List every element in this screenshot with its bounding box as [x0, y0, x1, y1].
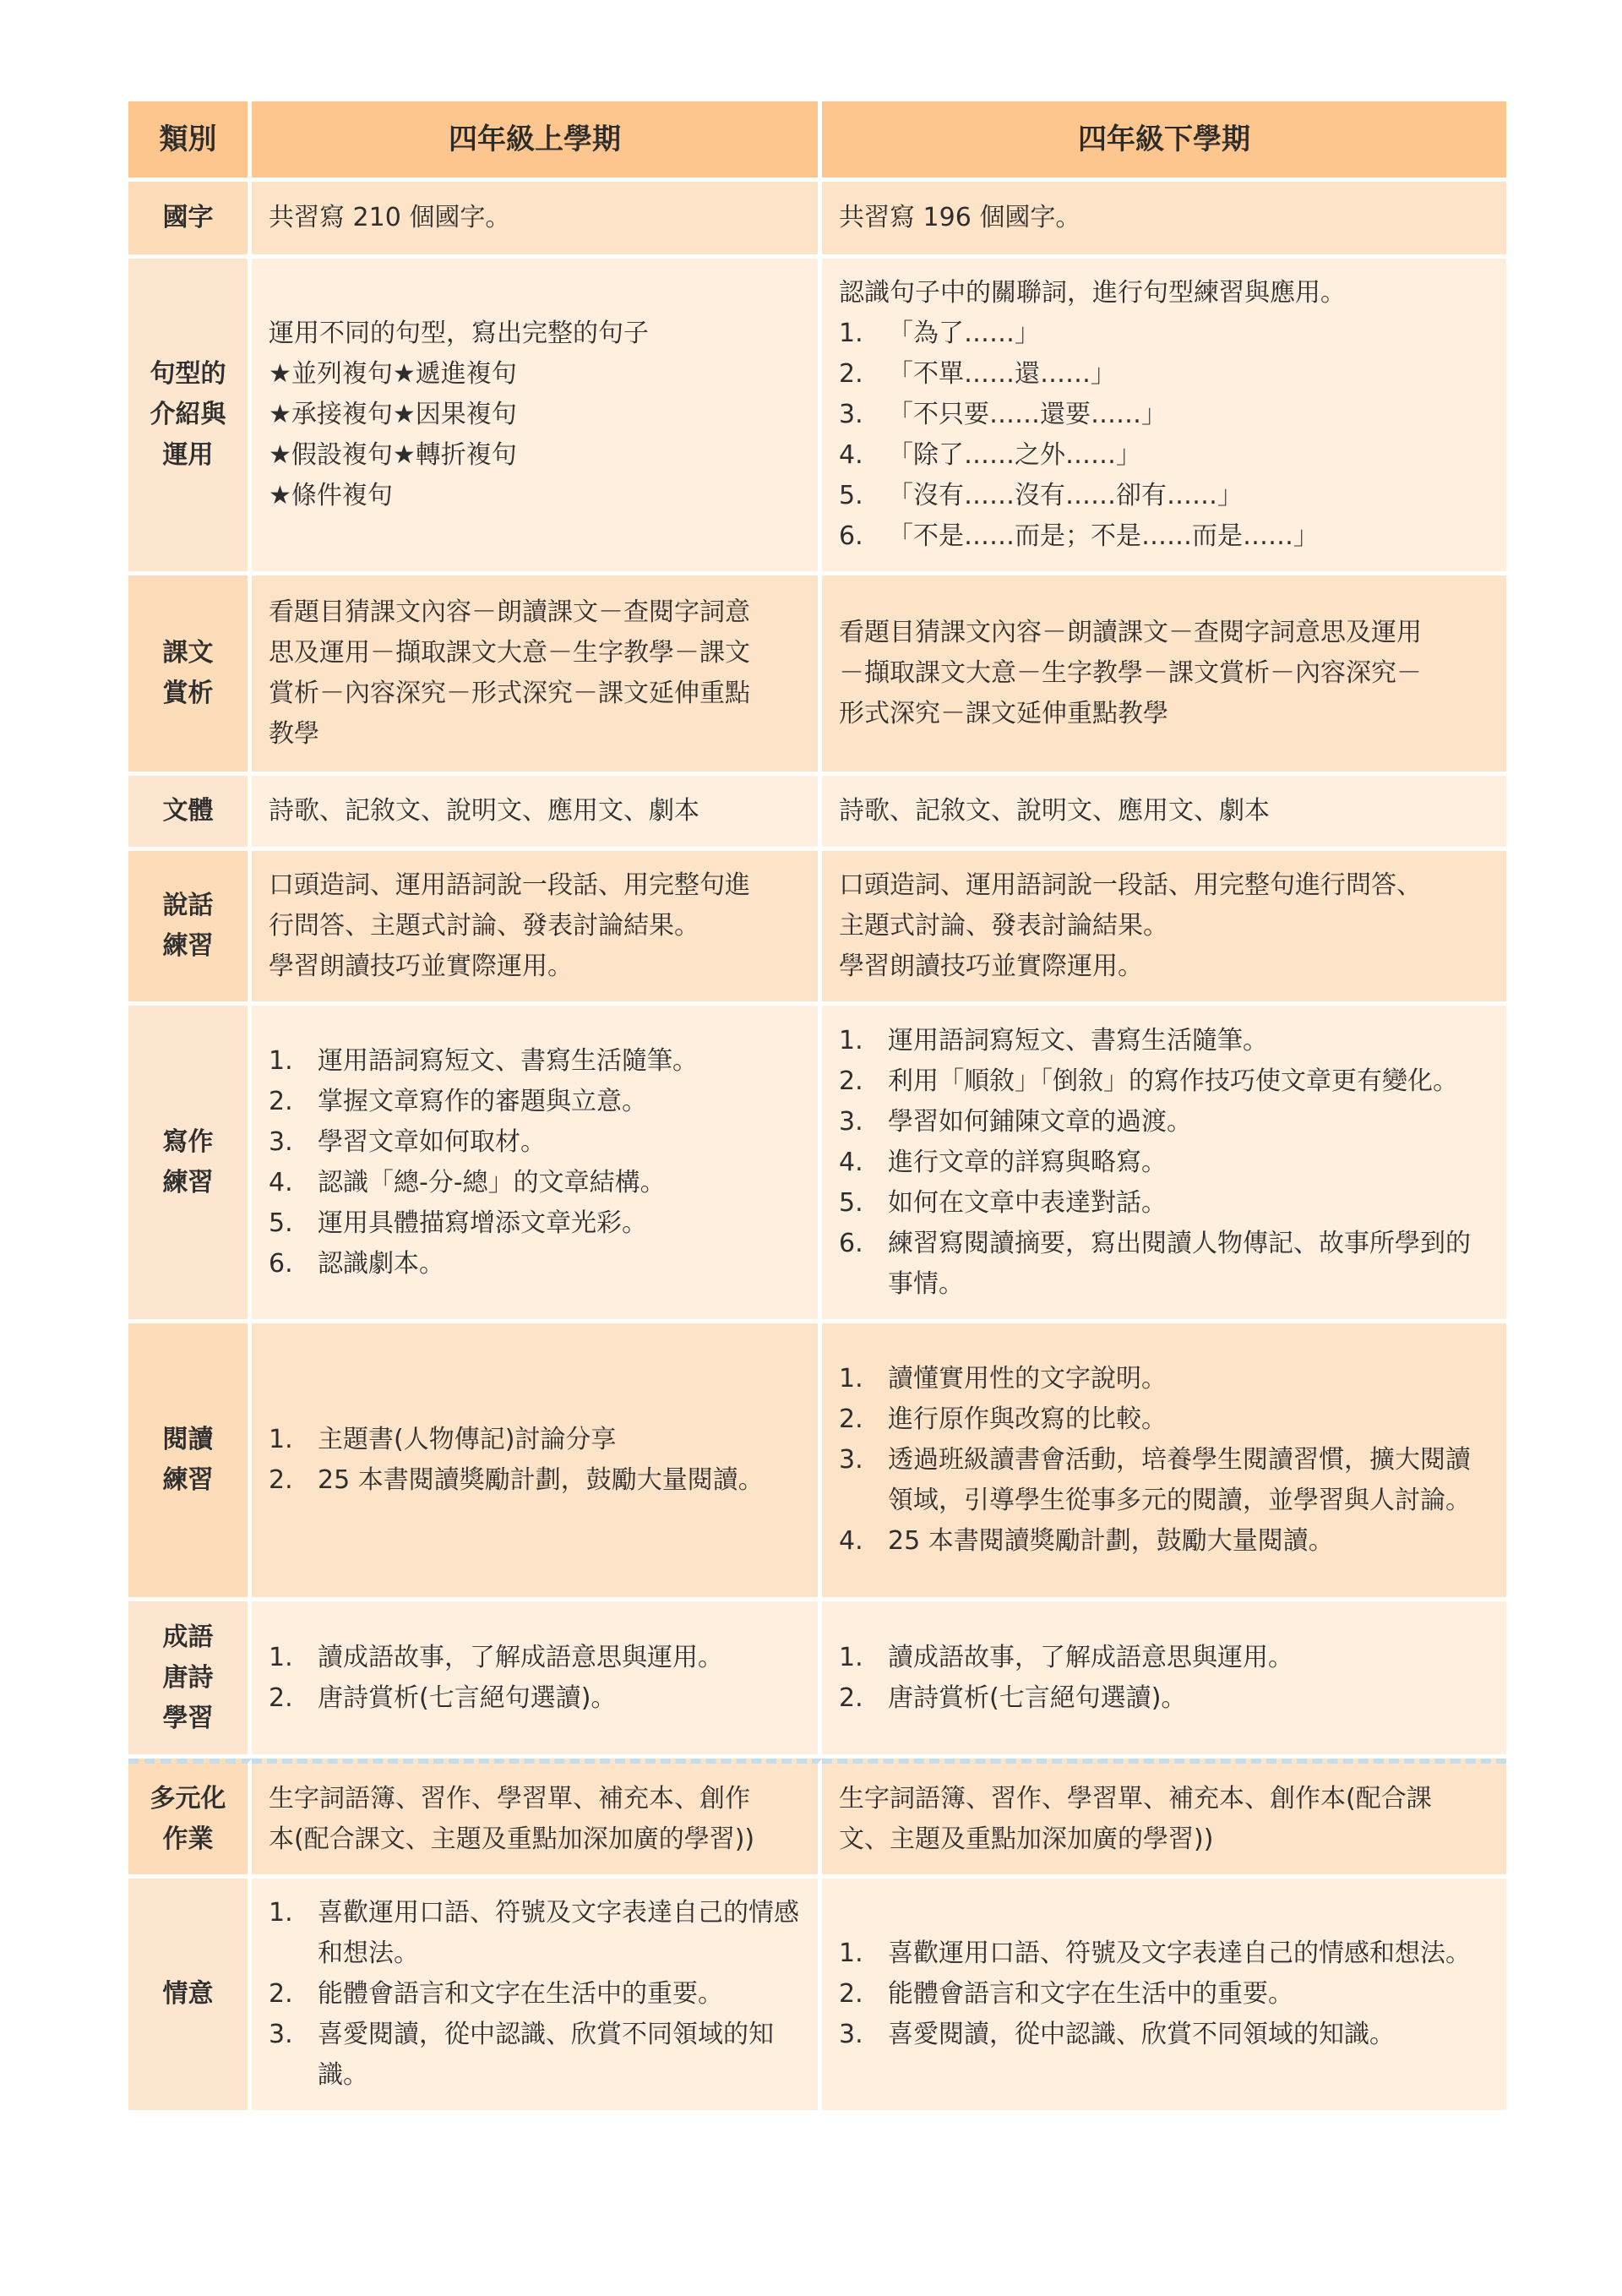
category-label: 介紹與 [150, 400, 226, 429]
list-item: 3. 喜愛閱讀，從中認識、欣賞不同領域的知識。 [839, 2020, 1395, 2049]
list-item: 2. 利用「順敘」「倒敘」的寫作技巧使文章更有變化。 [839, 1066, 1458, 1096]
cell-text: ★承接複句★因果複句 [269, 400, 517, 429]
list-item: 1. 喜歡運用口語、符號及文字表達自己的情感和想法。 [839, 1939, 1471, 1968]
list-item: 2. 唐詩賞析(七言絕句選讀)。 [839, 1682, 1187, 1713]
category-label: 國字 [162, 203, 214, 232]
sem2-cell [822, 1006, 1506, 1323]
category-cell [128, 1759, 252, 1879]
numbered-list [839, 314, 1489, 557]
row-reading [128, 1323, 1506, 1601]
sem1-cell [252, 1601, 822, 1759]
row-affective [128, 1879, 1506, 2114]
category-label: 作業 [162, 1824, 214, 1854]
header-row [128, 101, 1506, 182]
sem2-cell [822, 1879, 1506, 2114]
list-item: 5. 「沒有……沒有……卻有……」 [839, 481, 1243, 510]
list-item: 1. 「為了……」 [839, 319, 1040, 348]
category-label: 說話 [162, 891, 214, 920]
row-text-appreciation [128, 575, 1506, 776]
cell-text: 本(配合課文、主題及重點加深加廣的學習)) [269, 1824, 755, 1854]
numbered-list [839, 1359, 1489, 1562]
list-item: 1. 主題書(人物傳記)討論分享 [269, 1425, 617, 1454]
list-item: 4. 認識「總-分-總」的文章結構。 [269, 1167, 666, 1197]
list-item: 3. 透過班級讀書會活動，培養學生閱讀習慣，擴大閱讀 領域，引導學生從事多元的閱讀，並學習與人討論。 [839, 1445, 1471, 1515]
cell-text: 看題目猜課文內容－朗讀課文－查閱字詞意思及運用 [839, 618, 1422, 647]
cell-text: 詩歌、記敘文、說明文、應用文、劇本 [839, 796, 1270, 826]
row-writing [128, 1006, 1506, 1323]
category-cell [128, 259, 252, 575]
sem1-cell [252, 1006, 822, 1323]
list-item: 1. 運用語詞寫短文、書寫生活隨筆。 [839, 1025, 1268, 1055]
curriculum-table [128, 101, 1506, 2114]
cell-text: 賞析－內容深究－形式深究－課文延伸重點 [269, 679, 750, 708]
list-item: 1. 讀懂實用性的文字說明。 [839, 1364, 1167, 1393]
category-cell [128, 182, 252, 259]
category-label: 多元化 [150, 1783, 226, 1813]
list-item: 2. 能體會語言和文字在生活中的重要。 [839, 1979, 1293, 2009]
cell-text: 詩歌、記敘文、說明文、應用文、劇本 [269, 796, 699, 826]
sem1-cell [252, 1879, 822, 2114]
category-label: 唐詩 [162, 1662, 214, 1693]
numbered-list [839, 1021, 1489, 1305]
list-item: 4. 「除了……之外……」 [839, 440, 1141, 470]
sem2-cell [822, 182, 1506, 259]
header-semester-2: 四年級下學期 [822, 101, 1506, 182]
category-cell [128, 1323, 252, 1601]
list-item: 1. 運用語詞寫短文、書寫生活隨筆。 [269, 1045, 698, 1076]
numbered-list [269, 1041, 801, 1284]
sem1-cell [252, 259, 822, 575]
cell-text: 學習朗讀技巧並實際運用。 [269, 952, 573, 981]
numbered-list [839, 1638, 1489, 1719]
list-item: 3. 「不只要……還要……」 [839, 400, 1167, 429]
cell-text: 看題目猜課文內容－朗讀課文－查閱字詞意 [269, 597, 750, 627]
cell-text: ★並列複句★遞進複句 [269, 359, 517, 389]
cell-text: 思及運用－擷取課文大意－生字教學－課文 [269, 638, 750, 668]
sem2-cell [822, 1759, 1506, 1879]
list-item: 2. 能體會語言和文字在生活中的重要。 [269, 1979, 723, 2009]
list-item: 4. 25 本書閱讀獎勵計劃，鼓勵大量閱讀。 [839, 1526, 1334, 1556]
list-item: 6. 「不是……而是；不是……而是……」 [839, 521, 1319, 551]
row-sentence-patterns [128, 259, 1506, 575]
header-semester-1: 四年級上學期 [252, 101, 822, 182]
list-item: 2. 25 本書閱讀獎勵計劃，鼓勵大量閱讀。 [269, 1465, 764, 1495]
sem2-cell [822, 575, 1506, 776]
cell-text: 共習寫 210 個國字。 [269, 203, 511, 232]
list-item: 1. 讀成語故事，了解成語意思與運用。 [839, 1642, 1293, 1672]
list-item: 6. 認識劇本。 [269, 1248, 444, 1279]
header-category: 類別 [128, 101, 252, 182]
category-cell [128, 575, 252, 776]
sem1-cell [252, 575, 822, 776]
cell-text: 教學 [269, 719, 319, 749]
cell-text: 文、主題及重點加深加廣的學習)) [839, 1824, 1214, 1854]
category-label: 練習 [162, 931, 214, 961]
cell-text: 生字詞語簿、習作、學習單、補充本、創作本(配合課 [839, 1783, 1432, 1813]
sem2-cell [822, 851, 1506, 1006]
cell-text: ★假設複句★轉折複句 [269, 440, 517, 470]
category-label: 成語 [162, 1622, 214, 1652]
row-genres [128, 776, 1506, 851]
list-item: 4. 進行文章的詳寫與略寫。 [839, 1147, 1167, 1177]
list-item: 2. 唐詩賞析(七言絕句選讀)。 [269, 1682, 617, 1713]
category-label: 練習 [162, 1465, 214, 1495]
category-cell [128, 1006, 252, 1323]
list-item: 3. 喜愛閱讀，從中認識、欣賞不同領域的知識。 [269, 2020, 774, 2090]
category-label: 課文 [162, 638, 214, 668]
list-item: 2. 「不單……還……」 [839, 359, 1116, 389]
sem2-cell [822, 259, 1506, 575]
category-label: 閱讀 [162, 1425, 214, 1454]
list-item: 5. 如何在文章中表達對話。 [839, 1187, 1167, 1218]
numbered-list [269, 1420, 801, 1501]
category-label: 賞析 [162, 679, 214, 708]
category-cell [128, 1601, 252, 1759]
cell-text: 共習寫 196 個國字。 [839, 203, 1081, 232]
row-speaking [128, 851, 1506, 1006]
list-item: 6. 練習寫閱讀摘要，寫出閱讀人物傳記、故事所學到的事情。 [839, 1228, 1471, 1299]
cell-text: 口頭造詞、運用語詞說一段話、用完整句進行問答、 [839, 870, 1422, 900]
sem1-cell [252, 776, 822, 851]
list-item: 1. 喜歡運用口語、符號及文字表達自己的情感和想法。 [269, 1898, 799, 1968]
cell-text: 運用不同的句型，寫出完整的句子 [269, 319, 649, 348]
cell-text: 行問答、主題式討論、發表討論結果。 [269, 911, 699, 941]
list-item: 1. 讀成語故事，了解成語意思與運用。 [269, 1642, 723, 1672]
sem1-cell [252, 851, 822, 1006]
sem2-cell [822, 1601, 1506, 1759]
cell-text: 生字詞語簿、習作、學習單、補充本、創作 [269, 1783, 750, 1813]
category-cell [128, 776, 252, 851]
cell-text: －擷取課文大意－生字教學－課文賞析－內容深究－ [839, 658, 1422, 688]
category-cell [128, 851, 252, 1006]
list-item: 3. 學習文章如何取材。 [269, 1126, 546, 1157]
cell-text: 認識句子中的關聯詞，進行句型練習與應用。 [839, 278, 1346, 308]
category-label: 句型的 [150, 359, 226, 389]
cell-text: 口頭造詞、運用語詞說一段話、用完整句進 [269, 870, 750, 900]
category-cell [128, 1879, 252, 2114]
row-idioms-poetry [128, 1601, 1506, 1759]
category-label: 文體 [162, 796, 214, 826]
cell-text: ★條件複句 [269, 481, 393, 510]
sem1-cell [252, 1323, 822, 1601]
row-homework [128, 1759, 1506, 1879]
numbered-list [269, 1893, 801, 2096]
category-label: 運用 [162, 440, 214, 470]
category-label: 學習 [162, 1703, 214, 1733]
list-item: 5. 運用具體描寫增添文章光彩。 [269, 1208, 647, 1238]
category-label: 情意 [162, 1979, 214, 2009]
cell-text: 學習朗讀技巧並實際運用。 [839, 952, 1143, 981]
category-label: 寫作 [162, 1126, 214, 1157]
numbered-list [839, 1933, 1489, 2055]
numbered-list [269, 1638, 801, 1719]
cell-text: 形式深究－課文延伸重點教學 [839, 699, 1168, 728]
sem1-cell [252, 182, 822, 259]
list-item: 2. 掌握文章寫作的審題與立意。 [269, 1086, 647, 1116]
row-characters [128, 182, 1506, 259]
cell-text: 主題式討論、發表討論結果。 [839, 911, 1168, 941]
sem2-cell [822, 1323, 1506, 1601]
list-item: 2. 進行原作與改寫的比較。 [839, 1404, 1167, 1434]
list-item: 3. 學習如何鋪陳文章的過渡。 [839, 1106, 1192, 1137]
category-label: 練習 [162, 1167, 214, 1197]
sem1-cell [252, 1759, 822, 1879]
sem2-cell [822, 776, 1506, 851]
